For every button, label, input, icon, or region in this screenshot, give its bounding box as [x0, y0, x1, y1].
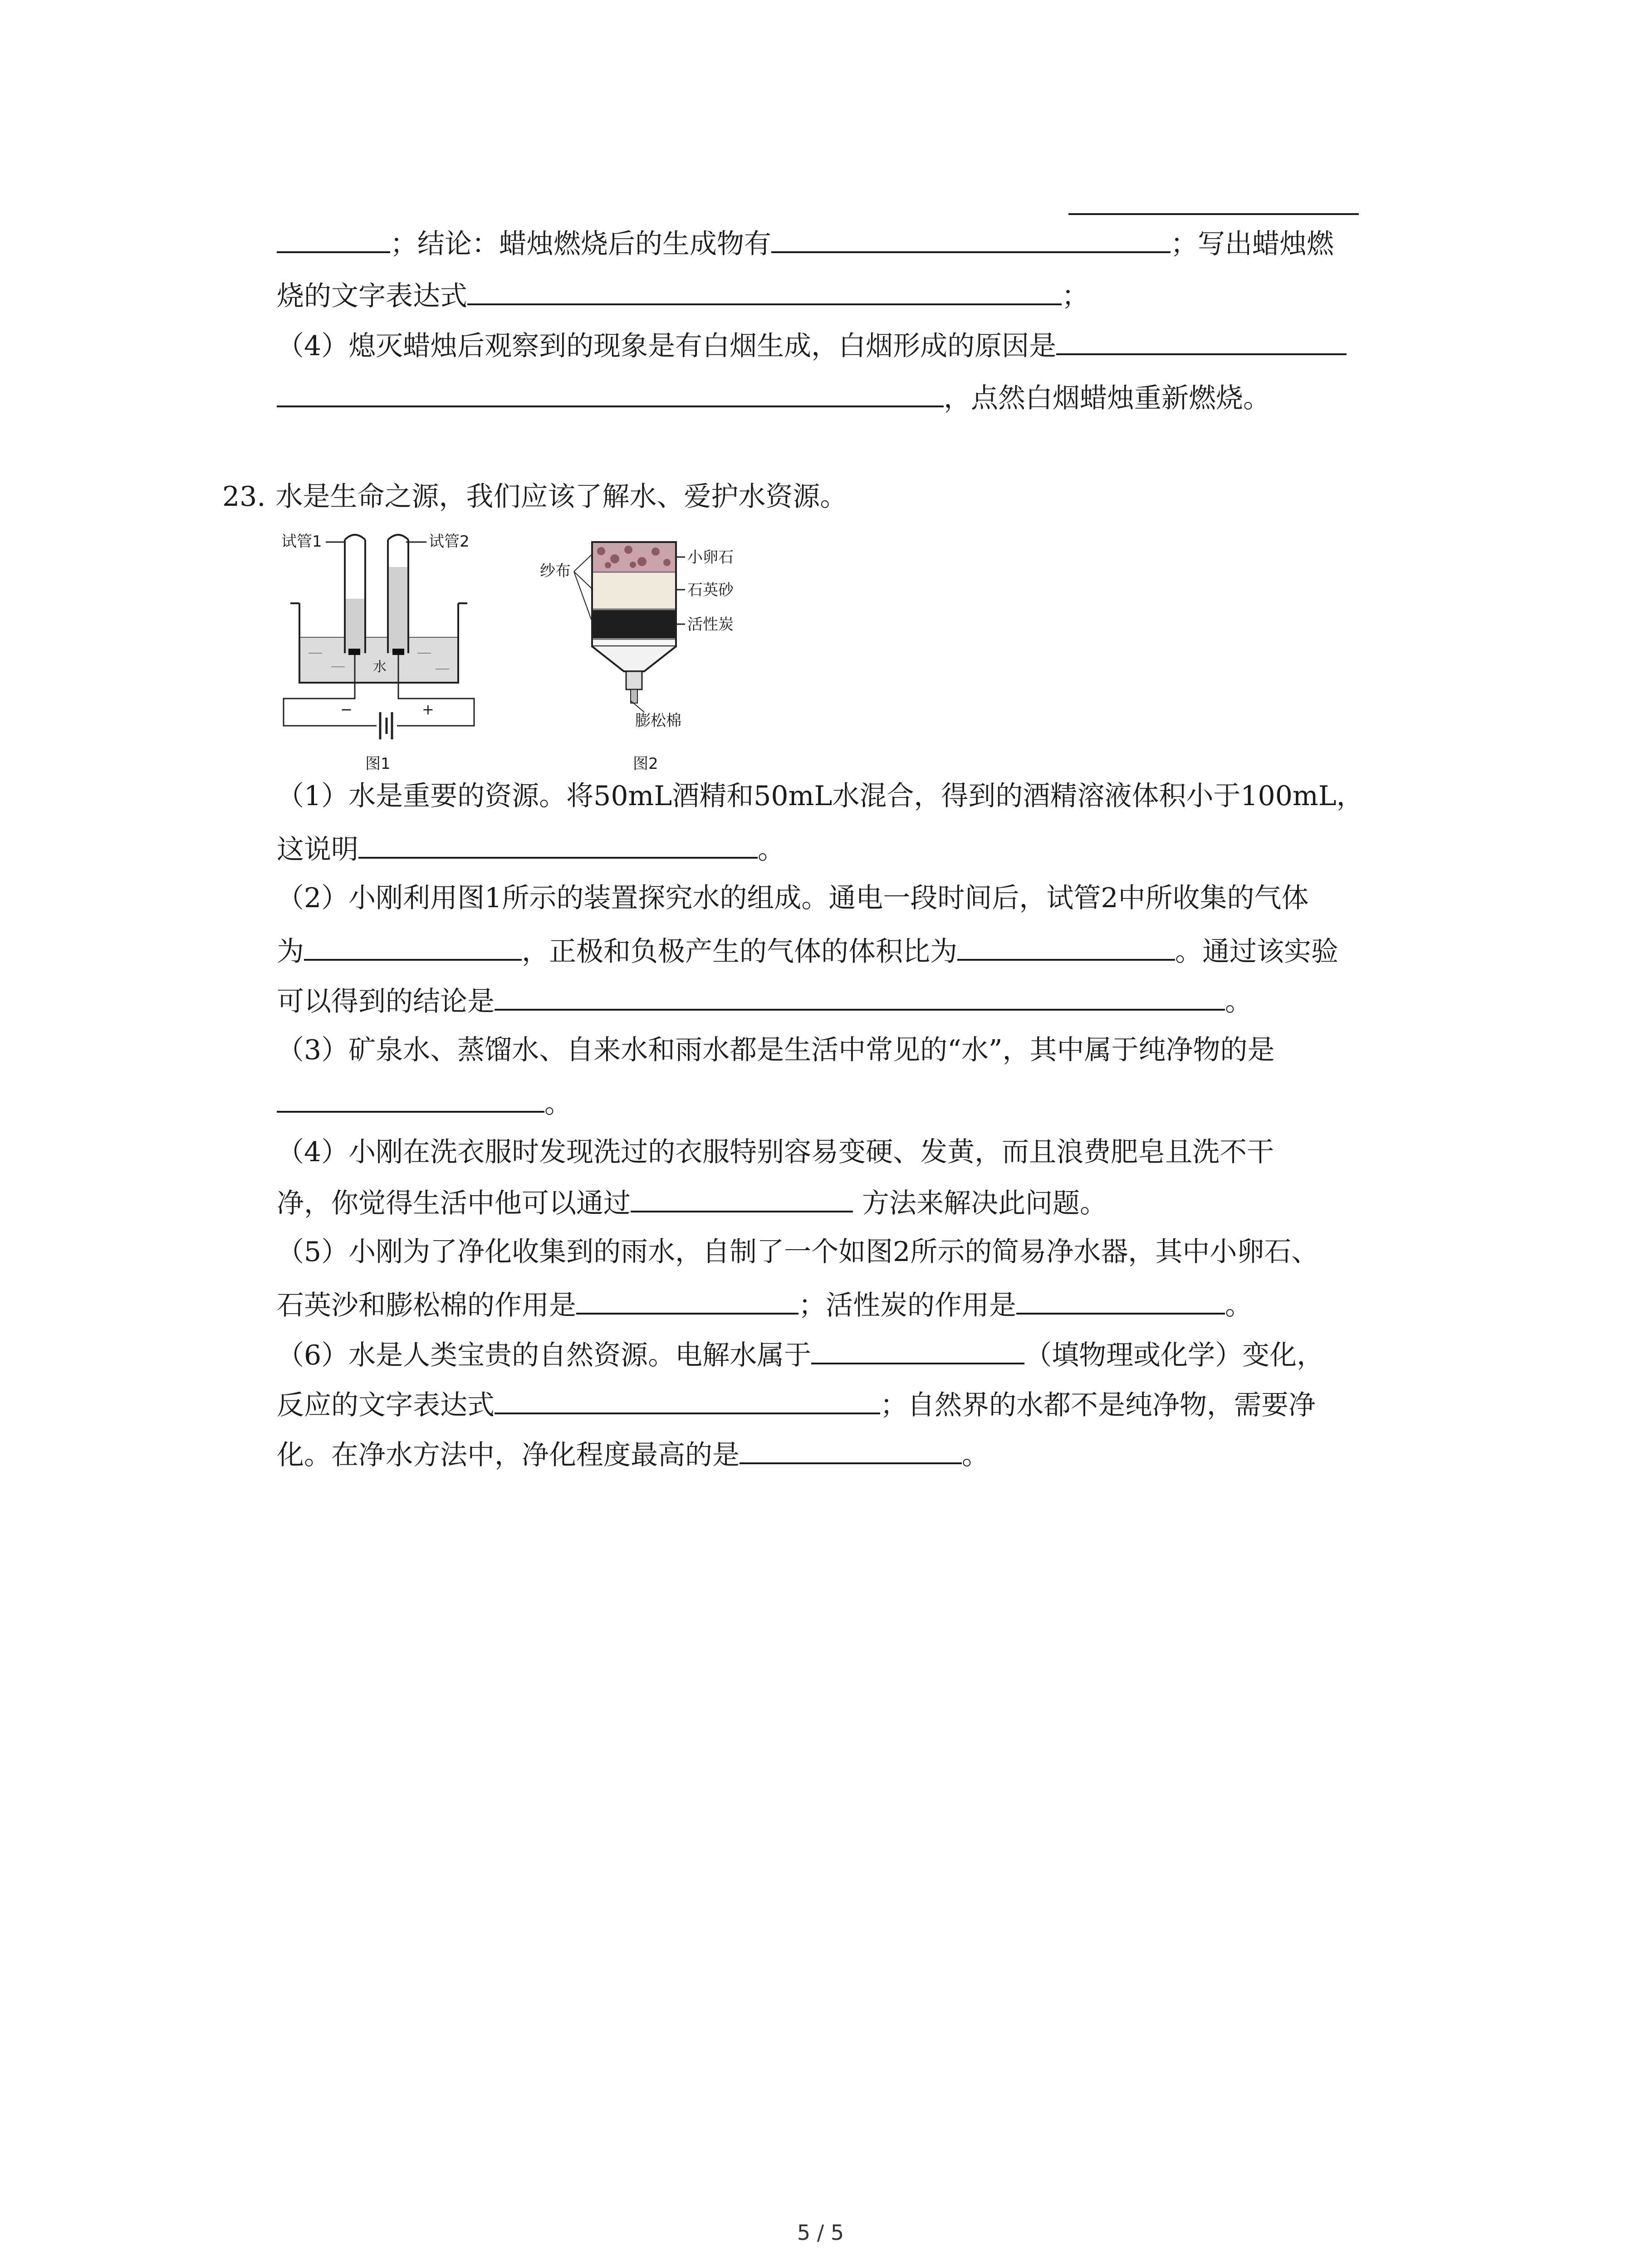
q23-part6-text: ；自然界的水都不是纯净物，需要净 [880, 1389, 1316, 1421]
figure-1-caption [365, 755, 391, 773]
q23-part2-text: 可以得到的结论是 [277, 986, 495, 1017]
q22-line2-text1: 烧的文字表达式 [277, 280, 467, 312]
question-stem: 水是生命之源，我们应该了解水、爱护水资源。 [275, 481, 847, 513]
q23-part1-line-2 [277, 828, 785, 869]
q23-part4-text: （4）小刚在洗衣服时发现洗过的衣服特别容易变硬、发黄，而且浪费肥皂且洗不干 [277, 1136, 1274, 1168]
q22-line1-text2: ；写出蜡烛燃 [1171, 228, 1334, 260]
tube-1-label [281, 533, 322, 551]
svg-text:图1: 图1 [365, 755, 391, 773]
q22-line2-text2: ； [1062, 280, 1089, 312]
positive-terminal-label [422, 701, 434, 718]
q23-part3-text: （3）矿泉水、蒸馏水、自来水和雨水都是生活中常见的“水”，其中属于纯净物的是 [277, 1034, 1275, 1066]
q23-part5-line-2 [277, 1284, 1252, 1325]
q23-part6-text: 化。在净水方法中，净化程度最高的是 [277, 1439, 740, 1471]
answer-blank[interactable] [957, 930, 1175, 961]
svg-text:水: 水 [373, 659, 387, 675]
q23-part4-line-1 [277, 1132, 1274, 1173]
water-label [373, 659, 387, 675]
negative-terminal-label [340, 701, 353, 718]
q23-part2-line-3 [277, 980, 1252, 1021]
q22-line1-text1: ；结论：蜡烛燃烧后的生成物有 [390, 228, 771, 260]
answer-blank[interactable] [1056, 324, 1347, 355]
answer-blank[interactable] [277, 222, 390, 253]
q23-part4-text: 方法来解决此问题。 [862, 1188, 1107, 1219]
svg-text:纱布: 纱布 [540, 562, 571, 580]
q22-line-1 [277, 222, 1334, 263]
tube-2-label [429, 533, 470, 551]
q23-part6-text: （6）水是人类宝贵的自然资源。电解水属于 [277, 1339, 812, 1371]
q23-part2-line-1 [277, 878, 1309, 919]
answer-blank[interactable] [495, 1383, 880, 1414]
activated-carbon-layer [593, 610, 675, 638]
q22-part4-text2: ，点然白烟蜡烛重新燃烧。 [944, 382, 1270, 414]
q23-part5-text: （5）小刚为了净化收集到的雨水，自制了一个如图2所示的简易净水器，其中小卵石、 [277, 1236, 1319, 1268]
answer-blank[interactable] [1016, 1284, 1225, 1315]
q23-part1-text: （1）水是重要的资源。将50mL酒精和50mL水混合，得到的酒精溶液体积小于100mL， [277, 780, 1364, 812]
q23-part6-line-1 [277, 1334, 1324, 1374]
answer-blank[interactable] [740, 1433, 962, 1464]
q23-part2-text: （2）小刚利用图1所示的装置探究水的组成。通电一段时间后，试管2中所收集的气体 [277, 882, 1309, 914]
q23-part2-text: ，正极和负极产生的气体的体积比为 [522, 936, 957, 968]
q23-part6-line-3 [277, 1433, 989, 1474]
svg-text:石英砂: 石英砂 [687, 581, 734, 599]
cotton-label [635, 712, 681, 730]
q22-part4-text1: （4）熄灭蜡烛后观察到的现象是有白烟生成，白烟形成的原因是 [277, 330, 1057, 362]
question-number: 23. [222, 481, 266, 513]
cotton-layer [593, 640, 675, 645]
q23-part6-line-2 [277, 1383, 1316, 1424]
q23-part2-line-2 [277, 930, 1338, 971]
q23-part2-text: 为 [277, 936, 304, 968]
svg-text:图2: 图2 [633, 755, 658, 773]
answer-blank[interactable] [811, 1334, 1024, 1364]
q23-part1-text: 这说明 [277, 834, 358, 865]
quartz-sand-layer [593, 573, 675, 608]
answer-blank[interactable] [1068, 213, 1359, 215]
q23-part3-line-2 [277, 1082, 572, 1123]
answer-blank[interactable] [631, 1182, 853, 1212]
q23-part5-text: 石英沙和膨松棉的作用是 [277, 1290, 576, 1321]
q22-part4-line-2 [277, 376, 1270, 417]
q23-part4-line-2 [277, 1182, 1107, 1222]
svg-text:+: + [422, 701, 434, 718]
q23-part6-text: 反应的文字表达式 [277, 1389, 495, 1421]
figure-2-water-filter [535, 522, 735, 776]
q23-part4-text: 净，你觉得生活中他可以通过 [277, 1188, 631, 1219]
cloth-label [540, 562, 571, 580]
answer-blank[interactable] [358, 828, 758, 859]
q22-part4-line-1 [277, 324, 1347, 365]
svg-text:膨松棉: 膨松棉 [635, 712, 681, 730]
svg-text:试管2: 试管2 [429, 533, 470, 551]
q23-part3-text: 。 [544, 1088, 572, 1119]
answer-blank[interactable] [495, 980, 1225, 1011]
svg-text:小卵石: 小卵石 [687, 548, 734, 567]
q23-part6-text: （填物理或化学）变化， [1024, 1339, 1324, 1371]
quartz-sand-label [687, 581, 734, 599]
answer-blank[interactable] [771, 222, 1171, 253]
svg-text:试管1: 试管1 [281, 533, 322, 551]
q23-part6-text: 。 [962, 1439, 989, 1471]
answer-blank[interactable] [467, 274, 1062, 305]
q23-part1-text: 。 [758, 834, 785, 865]
page-number: 5 / 5 [797, 2220, 844, 2245]
figure-1-electrolysis [272, 522, 499, 776]
svg-text:活性炭: 活性炭 [687, 616, 734, 634]
q23-part5-line-1 [277, 1232, 1318, 1272]
q23-part2-text: 。通过该实验 [1175, 936, 1338, 968]
q23-part1-line-1 [277, 776, 1364, 816]
q23-stem-line [222, 476, 847, 517]
answer-blank[interactable] [304, 930, 522, 961]
q23-part5-text: ；活性炭的作用是 [798, 1290, 1016, 1321]
answer-blank[interactable] [576, 1284, 798, 1315]
answer-blank[interactable] [277, 1082, 544, 1113]
pebble-label [687, 548, 734, 567]
figure-2-caption [633, 755, 658, 773]
svg-text:−: − [340, 701, 353, 718]
q23-part2-text: 。 [1225, 986, 1252, 1017]
q23-part3-line-1 [277, 1030, 1275, 1070]
q22-line-2 [277, 274, 1089, 315]
q23-part5-text: 。 [1225, 1290, 1252, 1321]
answer-blank[interactable] [277, 376, 944, 407]
activated-carbon-label [687, 616, 734, 634]
